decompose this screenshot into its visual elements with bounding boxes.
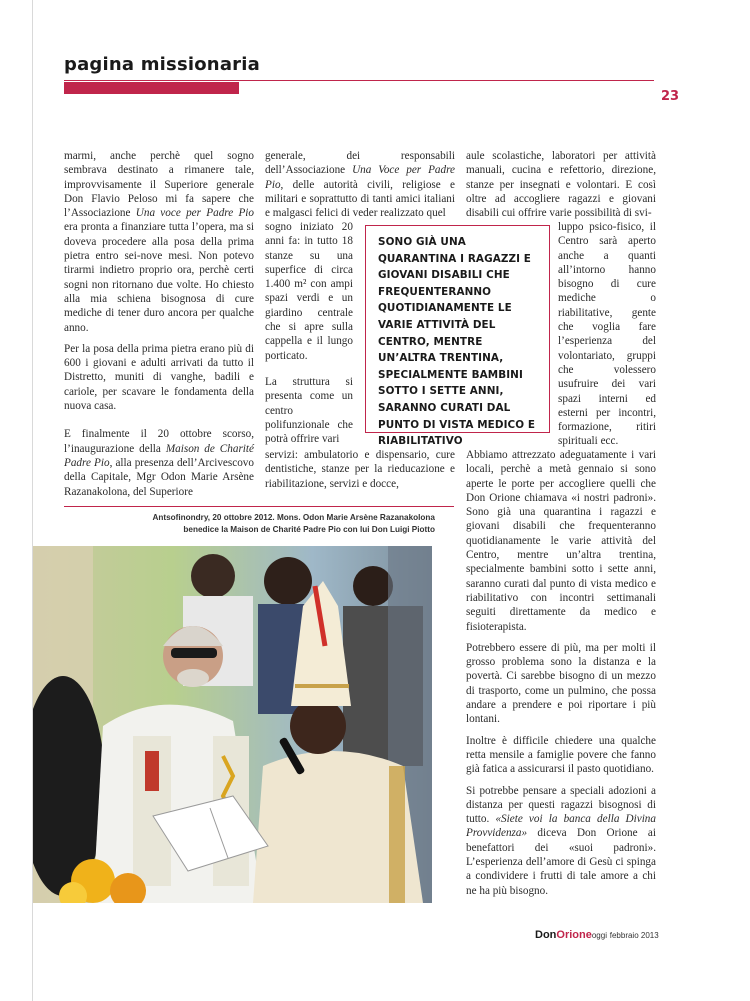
header-rule: [64, 80, 654, 81]
header-accent-bar: [64, 82, 239, 94]
col3-paragraph-4: Si potrebbe pensare a speciali adozioni a distanza per questi ragazzi bisognosi di tutto. «Siete voi la banca della Divina Provvidenza» diceva Don Orione ai benefattori dei «suoi padroni». L’esperienza dell’amore di Gesù ci spinga a condividere i frutti di tale amore a chi ne ha più bisogno.: [466, 784, 656, 897]
col3-paragraph-3: Inoltre è difficile chiedere una qualche retta mensile a famiglie povere che fanno già fatica a assicurarsi il pasto quotidiano.: [466, 734, 656, 776]
caption-line-1: Antsofinondry, 20 ottobre 2012. Mons. Odon Marie Arsène Razanakolona: [152, 513, 435, 522]
col1-paragraph-3: E finalmente il 20 ottobre scorso, l’inaugurazione della Maison de Charité Padre Pio, alla presenza dell’Arcivescovo della Capitale, Mgr Odon Marie Arsène Razanakolona, del Superiore: [64, 428, 254, 498]
caption-line-2: benedice la Maison de Charité Padre Pio con lui Don Luigi Piotto: [183, 525, 435, 534]
column-3-top: [466, 149, 656, 227]
footer-brand: [535, 929, 659, 941]
col2-top-paragraph: generale, dei responsabili dell’Associazione Una Voce per Padre Pio, delle autorità civili, religiose e militari e soprattutto di tanti amici italiani e malgasci felici di veder realizzato quel: [265, 150, 455, 220]
col3-narrow-paragraph: luppo psico-fisico, il Centro sarà aperto anche a quanti all’intorno hanno bisogno di cure mediche o riabilitative, gente che voglia fare l’esperienza del volontariato, gruppi che volessero usufruire dei vari spazi interni ed esterni per incontri, formazione, ritiri spirituali ecc.: [558, 221, 656, 448]
caption-rule: [64, 506, 454, 507]
col3-paragraph-2: Potrebbero essere di più, ma per molti il grosso problema sono la distanza e la povertà. Ci sarebbe bisogno di un mezzo di trasporto, come un pulmino, che possa andare a prendere e poi riportare i più lontani.: [466, 641, 656, 726]
footer-brand-oggi: oggi: [591, 931, 607, 940]
ceremony-photo: [33, 546, 432, 903]
column-2-narrow: [265, 220, 353, 453]
column-3-bottom: [466, 448, 656, 905]
col2-narrow-paragraph-2: La struttura si presenta come un centro polifunzionale che potrà offrire vari: [265, 375, 353, 446]
ceremony-photo-illustration: [33, 546, 432, 903]
col2-narrow-paragraph-1: sogno iniziato 20 anni fa: in tutto 18 stanze su una superfice di circa 1.400 m² con ampi spazi verdi e un giardino centrale che si apre sulla cappella e il lungo porticato.: [265, 221, 353, 362]
page-number: 23: [661, 89, 680, 104]
photo-caption: [100, 512, 435, 536]
col2-bottom-paragraph: servizi: ambulatorio e dispensario, cure dentistiche, stanze per la rieducazione e riabilitazione, servizi e docce,: [265, 449, 455, 490]
column-2-bottom: [265, 448, 455, 498]
col3-paragraph-1: Abbiamo attrezzato adeguatamente i vari locali, perchè a metà gennaio si sono aperte le porte per accogliere quelli che Don Orione chiamava «i nostri padroni». Sono già una quarantina i ragazzi e giovani disabili che frequenteranno quotidianamente le varie attività del Centro, mentre un’altra trentina, specialmente bambini sotto i sette anni, saranno curati dal punto di vista medico e riabilitativo con incontri settimanali seguiti direttamente da medico e fisioterapista.: [466, 449, 656, 633]
footer-brand-don: Don: [535, 929, 557, 941]
col1-paragraph-2: Per la posa della prima pietra erano più di 600 i giovani e adulti arrivati da tutto il Distretto, muniti di vanghe, badili e cariole, per scavare le fondamenta della nuova casa.: [64, 342, 254, 413]
column-3-narrow: [558, 220, 656, 456]
footer-date: febbraio 2013: [609, 931, 659, 940]
col1-paragraph-1: marmi, anche perchè quel sogno sembrava destinato a rimanere tale, improvvisamente il Superiore generale Don Flavio Peloso mi fa sapere che l’Associazione Una voce per Padre Pio era pronta a finanziare tutta l’opera, ma si doveva procedere alla posa della prima pietra entro sei-nove mesi. Non potevo tirarmi indietro proprio ora, perchè certi sogni non ritornano due volte. Ho chiesto alla mia schiena bisognosa di cure mediche di tener duro ancora per qualche anno.: [64, 150, 254, 334]
pull-quote-box: [365, 225, 550, 448]
section-title: pagina missionaria: [64, 54, 260, 75]
column-1: [64, 149, 254, 506]
col3-top-paragraph: aule scolastiche, laboratori per attività manuali, cucina e refettorio, direzione, stanze per insegnati e volontari. E così oltre ad accogliere ragazzi e giovani disabili cui offrire varie possibilità di svi-: [466, 150, 656, 220]
pull-quote-text: SONO GIÀ UNA QUARANTINA I RAGAZZI E GIOVANI DISABILI CHE FREQUENTERANNO QUOTIDIANAMENTE LE VARIE ATTIVITÀ DEL CENTRO, MENTRE UN’ALTRA TRENTINA, SPECIALMENTE BAMBINI SOTTO I SETTE ANNI, SARANNO CURATI DAL PUNTO DI VISTA MEDICO E RIABILITATIVO: [378, 236, 536, 448]
footer-brand-orione: Orione: [556, 929, 592, 941]
column-2-top: [265, 149, 455, 227]
